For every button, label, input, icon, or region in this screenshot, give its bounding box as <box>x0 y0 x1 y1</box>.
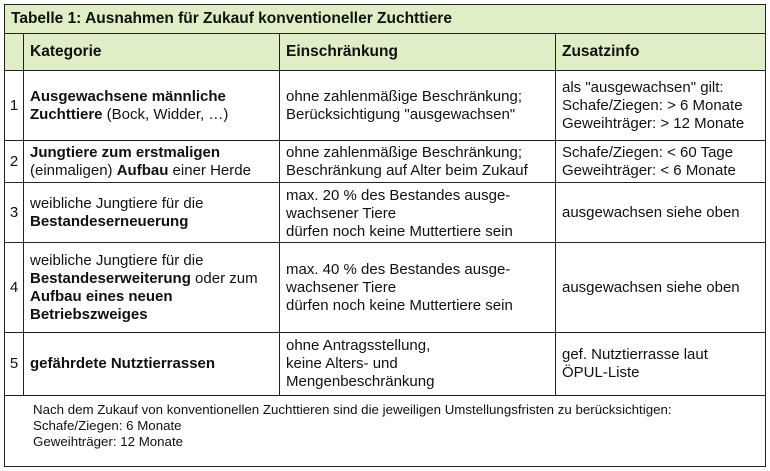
kategorie-cell <box>24 243 280 333</box>
zusatzinfo-cell <box>556 333 765 396</box>
einschraenkung-line: ohne zahlenmäßige Beschränkung; <box>286 87 522 105</box>
einschraenkung-line: max. 20 % des Bestandes ausge- <box>286 187 511 204</box>
zusatzinfo-line: Schafe/Ziegen: > 6 Monate <box>562 96 743 114</box>
kategorie-text: (Bock, Widder, …) <box>102 105 229 123</box>
zusatzinfo-line: ausgewachsen siehe oben <box>562 278 740 296</box>
zusatzinfo-line: gef. Nutztierrasse laut <box>562 346 708 363</box>
footer-line: Geweihträger: 12 Monate <box>33 434 184 449</box>
einschraenkung-cell <box>280 183 556 243</box>
zusatzinfo-line: ausgewachsen siehe oben <box>562 203 740 221</box>
einschraenkung-line: Beschränkung auf Alter beim Zukauf <box>286 161 528 179</box>
zusatzinfo-line: Schafe/Ziegen: < 60 Tage <box>562 143 734 161</box>
kategorie-bold: Ausgewachsene männliche Zuchttiere <box>30 87 226 123</box>
einschraenkung-line: wachsener Tiere <box>286 278 397 296</box>
kategorie-bold: gefährdete Nutztierrassen <box>30 355 216 372</box>
row-number: 1 <box>5 71 24 141</box>
einschraenkung-line: max. 40 % des Bestandes ausge- <box>286 260 511 278</box>
zusatzinfo-cell <box>556 71 765 141</box>
kategorie-cell <box>24 141 280 183</box>
einschraenkung-line: ohne Antragsstellung, <box>286 337 431 354</box>
header-num-cell <box>5 34 24 71</box>
kategorie-cell <box>24 333 280 396</box>
kategorie-bold: Bestandeserneuerung <box>30 212 189 230</box>
einschraenkung-line: wachsener Tiere <box>286 205 397 222</box>
zusatzinfo-line: ÖPUL-Liste <box>562 364 640 381</box>
kategorie-text: weibliche Jungtiere für die <box>30 194 204 212</box>
kategorie-text: weibliche Jungtiere für die <box>30 251 204 269</box>
einschraenkung-line: keine Alters- und <box>286 355 398 372</box>
footer-line: Schafe/Ziegen: 6 Monate <box>33 418 182 433</box>
einschraenkung-cell <box>280 141 556 183</box>
kategorie-cell <box>24 183 280 243</box>
table-grid <box>5 34 765 396</box>
kategorie-bold: Aufbau <box>116 161 169 179</box>
einschraenkung-line: Mengenbeschränkung <box>286 373 435 390</box>
zusatzinfo-cell <box>556 243 765 333</box>
table-title: Tabelle 1: Ausnahmen für Zukauf konventioneller Zuchttiere <box>5 5 765 34</box>
einschraenkung-cell <box>280 243 556 333</box>
einschraenkung-line: dürfen noch keine Muttertiere sein <box>286 296 513 314</box>
footer-line: Nach dem Zukauf von konventionellen Zuchttieren sind die jeweiligen Umstellungsfristen zu berücksichtigen: <box>33 402 672 417</box>
einschraenkung-cell <box>280 71 556 141</box>
kategorie-cell <box>24 71 280 141</box>
kategorie-bold: Bestandeserweiterung <box>30 269 191 287</box>
zusatzinfo-line: Geweihträger: < 6 Monate <box>562 161 736 179</box>
exceptions-table <box>4 4 766 467</box>
zusatzinfo-cell <box>556 183 765 243</box>
table-footer-note <box>5 396 765 456</box>
kategorie-bold: Aufbau eines neuen Betriebszweiges <box>30 287 173 323</box>
einschraenkung-cell <box>280 333 556 396</box>
kategorie-text: einer Herde <box>168 161 251 179</box>
header-kategorie: Kategorie <box>24 34 280 71</box>
kategorie-text: oder zum <box>190 269 258 287</box>
zusatzinfo-line: als "ausgewachsen" gilt: <box>562 78 724 96</box>
einschraenkung-line: Berücksichtigung "ausgewachsen" <box>286 105 516 123</box>
row-number: 2 <box>5 141 24 183</box>
zusatzinfo-cell <box>556 141 765 183</box>
header-einschraenkung: Einschränkung <box>280 34 556 71</box>
einschraenkung-line: ohne zahlenmäßige Beschränkung; <box>286 143 522 161</box>
row-number: 4 <box>5 243 24 333</box>
header-zusatzinfo: Zusatzinfo <box>556 34 765 71</box>
kategorie-bold: Jungtiere zum erstmaligen <box>30 143 221 161</box>
row-number: 3 <box>5 183 24 243</box>
einschraenkung-line: dürfen noch keine Muttertiere sein <box>286 223 513 240</box>
kategorie-text: (einmaligen) <box>30 161 117 179</box>
zusatzinfo-line: Geweihträger: > 12 Monate <box>562 114 745 132</box>
row-number: 5 <box>5 333 24 396</box>
